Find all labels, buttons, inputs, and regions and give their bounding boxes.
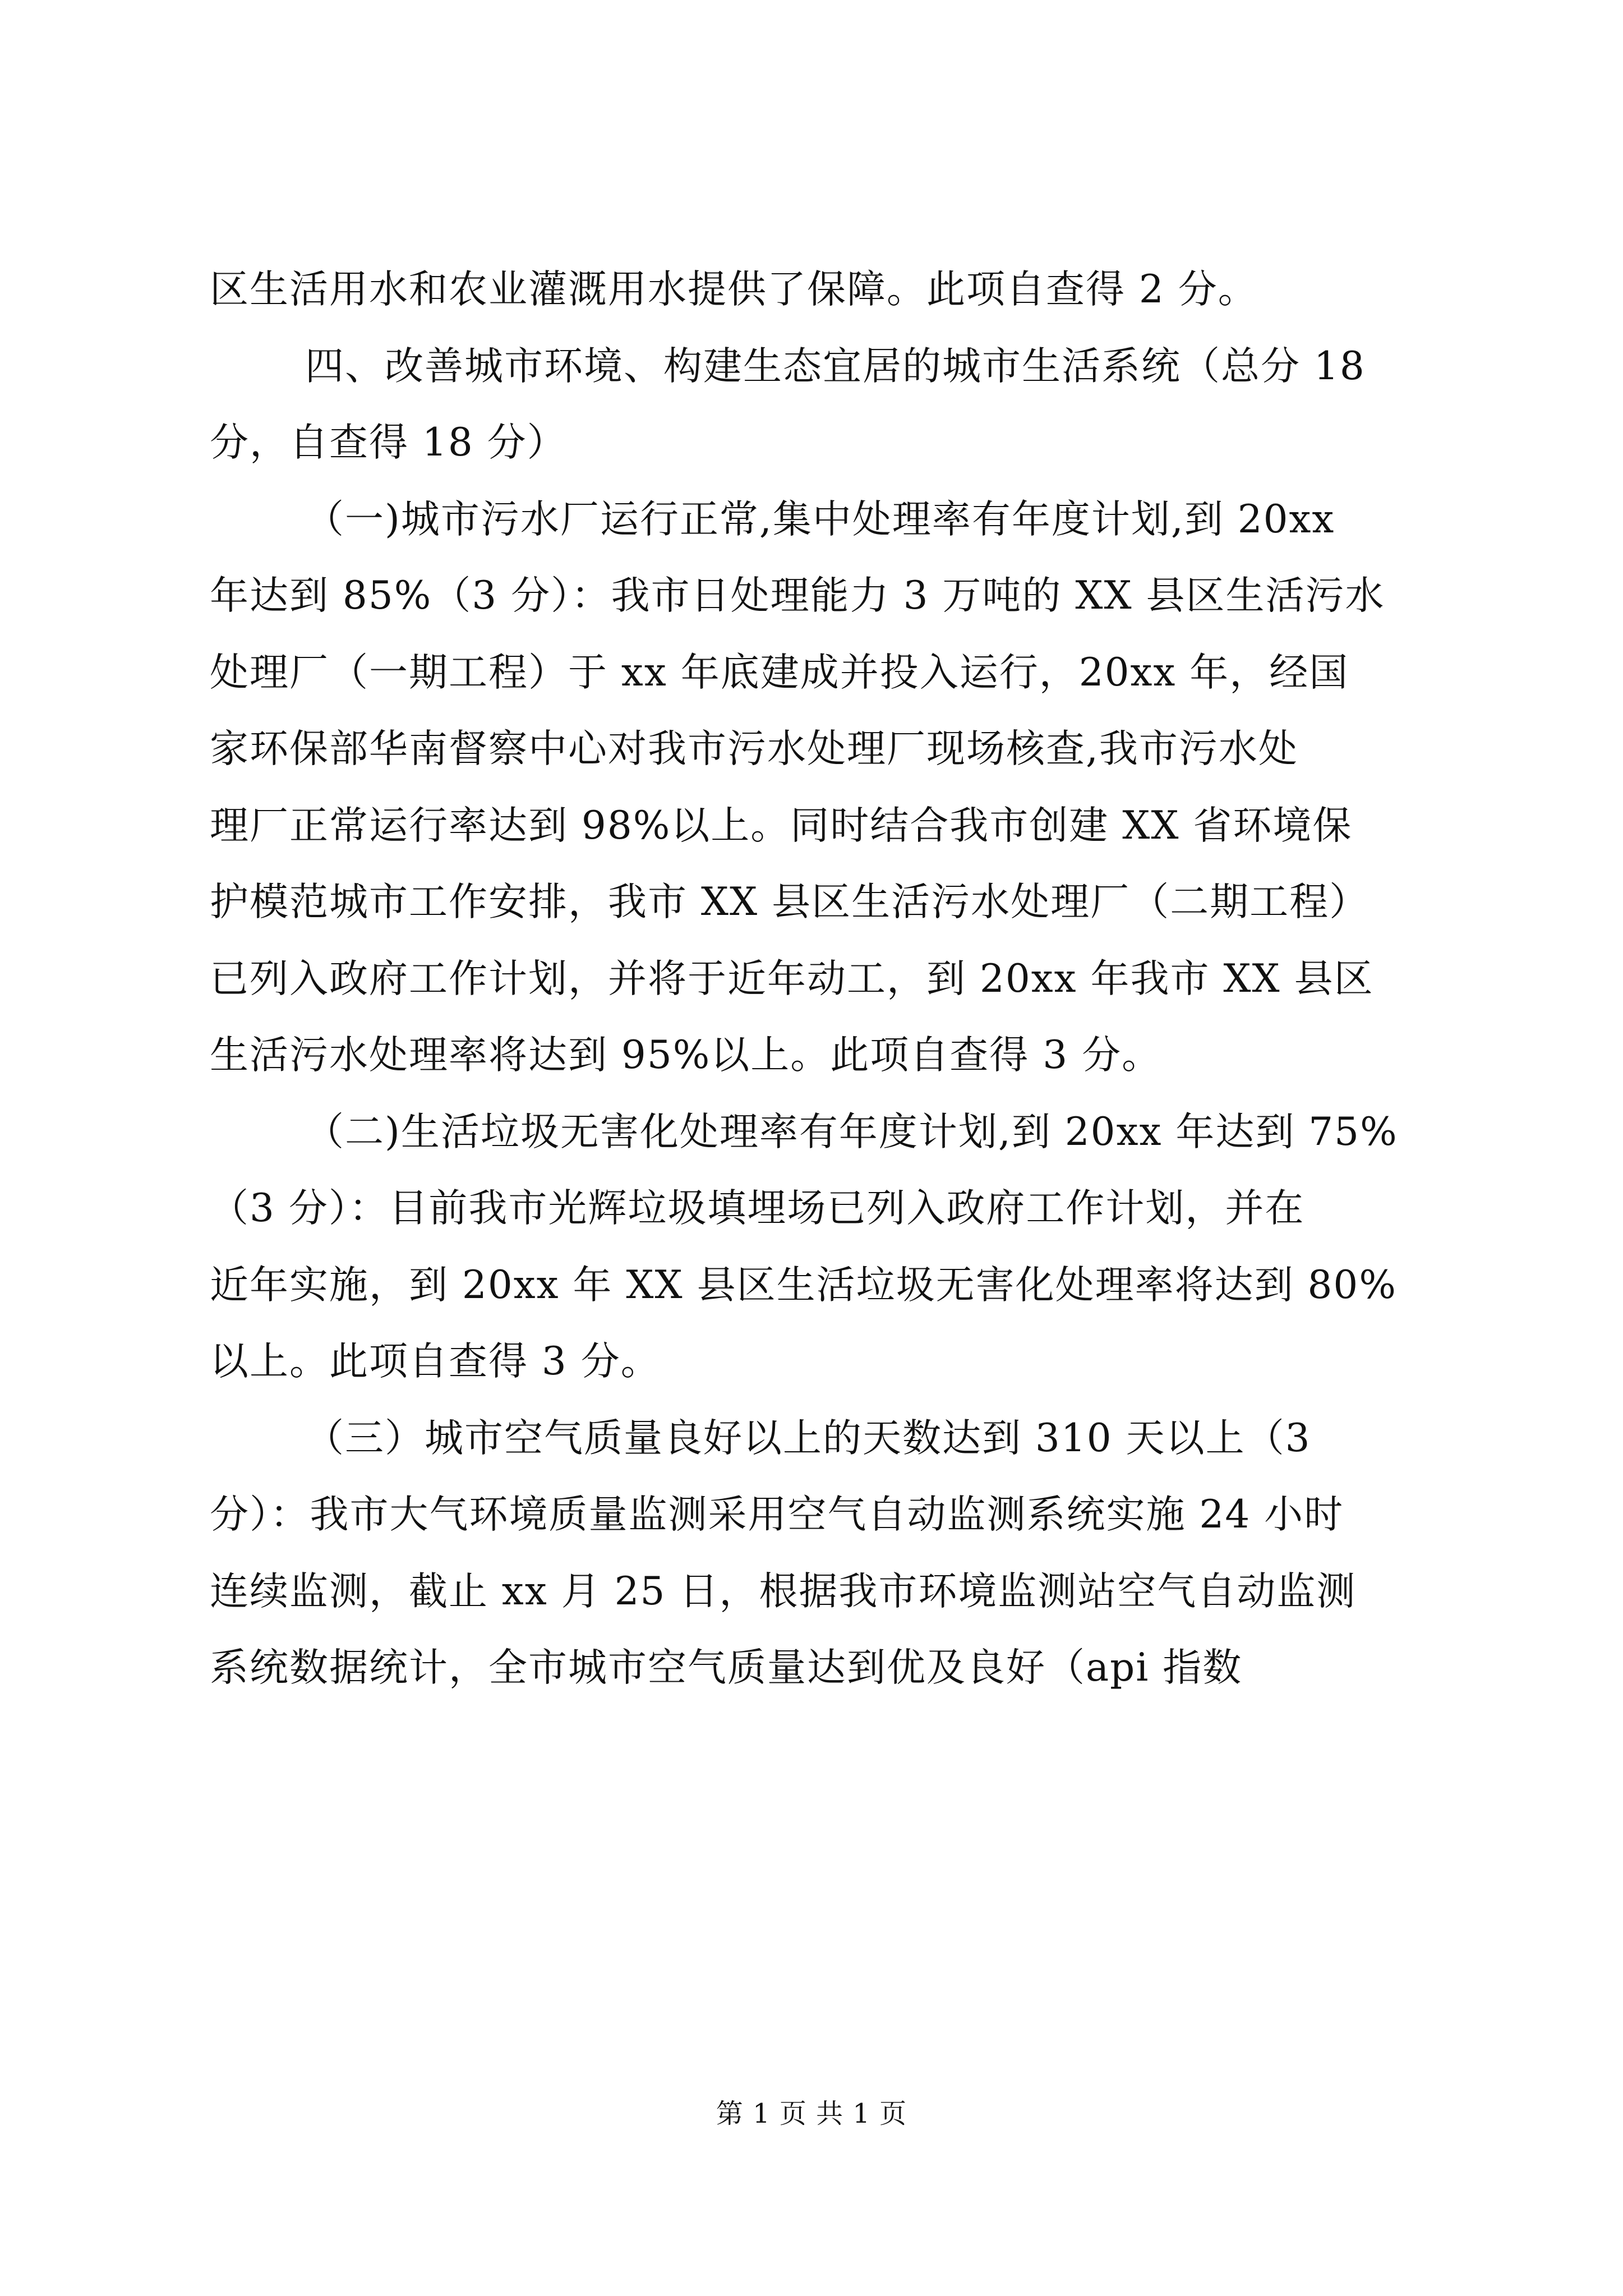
- text-line: 近年实施，到 20xx 年 XX 县区生活垃圾无害化处理率将达到 80%: [210, 1262, 1397, 1308]
- text-line: 护模范城市工作安排，我市 XX 县区生活污水处理厂（二期工程）: [210, 880, 1370, 924]
- text-line: 处理厂（一期工程）于 xx 年底建成并投入运行，20xx 年，经国: [210, 650, 1349, 695]
- text-line: 分，自查得 18 分）: [210, 420, 567, 465]
- text-line: 以上。此项自查得 3 分。: [210, 1339, 661, 1384]
- page-number-footer: 第 1 页 共 1 页: [716, 2098, 907, 2129]
- text-line: 系统数据统计，全市城市空气质量达到优及良好（api 指数: [210, 1645, 1243, 1690]
- text-line: 家环保部华南督察中心对我市污水处理厂现场核查,我市污水处: [210, 726, 1298, 771]
- subsection-heading: （二)生活垃圾无害化处理率有年度计划,到 20xx 年达到 75%: [305, 1109, 1398, 1154]
- text-line: 连续监测，截止 xx 月 25 日，根据我市环境监测站空气自动监测: [210, 1568, 1357, 1614]
- text-line: 理厂正常运行率达到 98%以上。同时结合我市创建 XX 省环境保: [210, 803, 1353, 848]
- text-line: 分）：我市大气环境质量监测采用空气自动监测系统实施 24 小时: [210, 1492, 1344, 1537]
- text-line: 生活污水处理率将达到 95%以上。此项自查得 3 分。: [210, 1033, 1162, 1078]
- subsection-heading: （三）城市空气质量良好以上的天数达到 310 天以上（3: [305, 1415, 1311, 1461]
- text-line: 已列入政府工作计划，并将于近年动工，到 20xx 年我市 XX 县区: [210, 956, 1374, 1001]
- document-body: [210, 251, 1421, 1706]
- subsection-heading: （一)城市污水厂运行正常,集中处理率有年度计划,到 20xx: [305, 496, 1335, 542]
- section-heading: 四、改善城市环境、构建生态宜居的城市生活系统（总分 18: [305, 343, 1366, 389]
- text-line: 区生活用水和农业灌溉用水提供了保障。此项自查得 2 分。: [210, 267, 1258, 312]
- text-line: （3 分）：目前我市光辉垃圾填埋场已列入政府工作计划，并在: [210, 1186, 1305, 1231]
- text-line: 年达到 85%（3 分）：我市日处理能力 3 万吨的 XX 县区生活污水: [210, 573, 1385, 618]
